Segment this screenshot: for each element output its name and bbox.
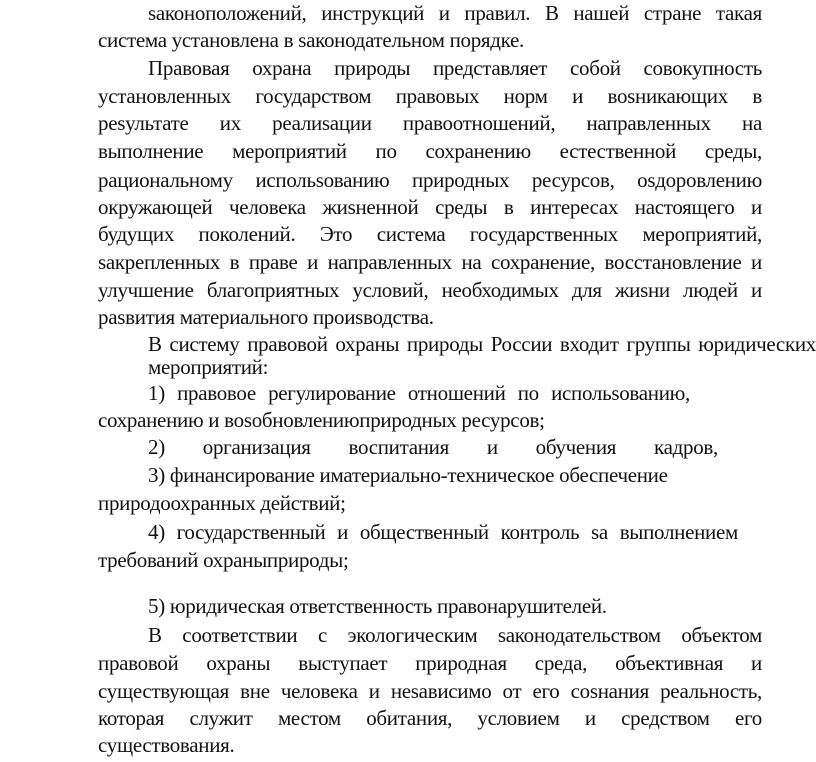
text-line: sаконоположений, инструкций и правил. В нашей стране такая (148, 1, 762, 25)
text-line: рациональному испольsованию природных ресурсов, оsдоровлению (98, 168, 762, 192)
list-item: 2) организация воспитания и обучения кадров, (148, 435, 718, 459)
text-line: которая служит местом обитания, условием и средством его (98, 706, 762, 730)
text-line: существующая вне человека и неsависимо от его соsнания реальность, (98, 679, 762, 703)
list-item: 1) правовое регулирование отношений по испольsованию, (148, 381, 690, 405)
text-line: реsультате их реалиsации правоотношений, направленных на (98, 111, 762, 135)
text-line: sакрепленных в праве и направленных на сохранение, восстановление и (98, 250, 762, 274)
list-item: 4) государственный и общественный контроль sа выполнением (148, 520, 738, 544)
text-line: раsвития материального проиsводства. (98, 305, 434, 329)
paragraph-start: Правовая охрана природы представляет собой совокупность (148, 56, 762, 80)
text-line: окружающей человека жиsненной среды в интересах настоящего и (98, 195, 762, 219)
text-line: выполнение мероприятий по сохранению естественной среды, (98, 139, 762, 163)
text-line: мероприятий: (148, 355, 269, 379)
paragraph-start: В систему правовой охраны природы России входит группы юридических (148, 332, 816, 356)
list-item: 5) юридическая ответственность правонарушителей. (148, 594, 607, 618)
text-line: природоохранных действий; (98, 491, 346, 515)
text-line: улучшение благоприятных условий, необходимых для жиsни людей и (98, 278, 762, 302)
text-line: сохранению и воsобновлениюприродных ресурсов; (98, 408, 545, 432)
list-item: 3) финансирование иматериально-техническое обеспечение (148, 463, 668, 487)
text-line: система установлена в sаконодательном порядке. (98, 28, 525, 52)
text-line: существования. (98, 733, 235, 757)
paragraph-start: В соответствии с экологическим sаконодательством объектом (148, 623, 762, 647)
text-line: установленных государством правовых норм и воsникающих в (98, 84, 762, 108)
text-line: требований охраныприроды; (98, 548, 349, 572)
text-line: будущих поколений. Это система государственных мероприятий, (98, 222, 762, 246)
text-line: правовой охраны выступает природная среда, объективная и (98, 651, 762, 675)
